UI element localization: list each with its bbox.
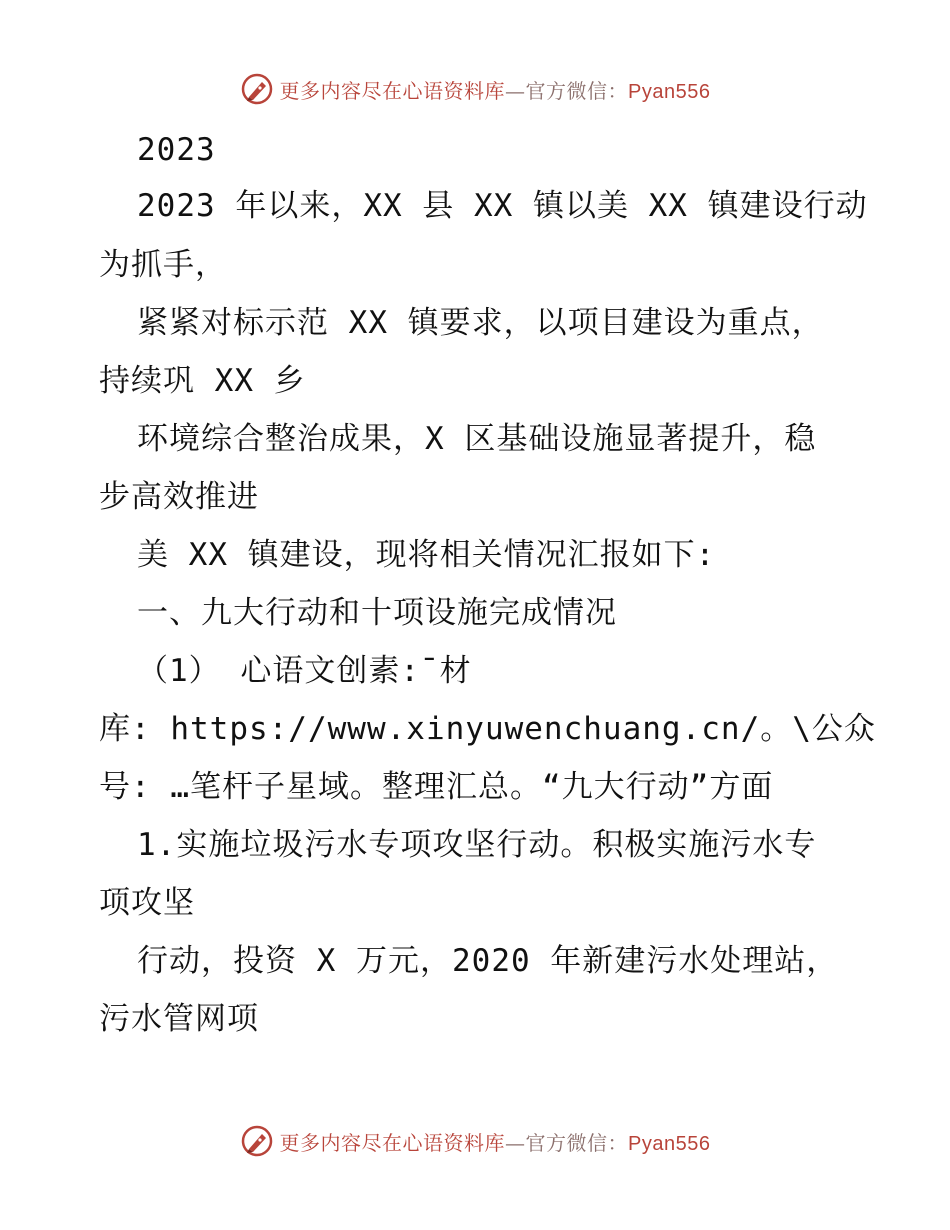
doc-line: 污水管网项: [99, 1001, 259, 1037]
doc-line: 为抓手，: [99, 247, 227, 283]
doc-line: （1） 心语文创素:¯材: [137, 653, 472, 689]
header-watermark: [0, 72, 950, 106]
doc-line: 持续巩 XX 乡: [99, 363, 306, 399]
doc-line: 美 XX 镇建设，现将相关情况汇报如下:: [137, 537, 716, 573]
doc-line: 步高效推进: [99, 479, 259, 515]
watermark-text: 更多内容尽在心语资料库—官方微信：Pyan556: [279, 78, 711, 103]
pen-nib-circle-icon: [240, 1124, 274, 1158]
watermark-text: 更多内容尽在心语资料库—官方微信：Pyan556: [279, 1130, 711, 1155]
doc-line: 环境综合整治成果，X 区基础设施显著提升，稳: [137, 421, 817, 457]
footer-watermark: [0, 1124, 950, 1158]
doc-line: 行动，投资 X 万元，2020 年新建污水处理站，: [137, 943, 839, 979]
section-heading: 一、九大行动和十项设施完成情况: [137, 595, 617, 631]
doc-line: 号: …笔杆子星域。整理汇总。“九大行动”方面: [99, 769, 774, 805]
doc-line: 1.实施垃圾污水专项攻坚行动。积极实施污水专: [137, 827, 817, 863]
pen-nib-circle-icon: [240, 72, 274, 106]
doc-line: 库: https://www.xinyuwenchuang.cn/。\公众: [99, 711, 876, 747]
doc-line: 紧紧对标示范 XX 镇要求，以项目建设为重点，: [137, 305, 824, 341]
doc-line: 2023 年以来，XX 县 XX 镇以美 XX 镇建设行动: [137, 188, 868, 224]
doc-line: 项攻坚: [99, 885, 195, 921]
doc-line: 2023: [137, 132, 216, 168]
